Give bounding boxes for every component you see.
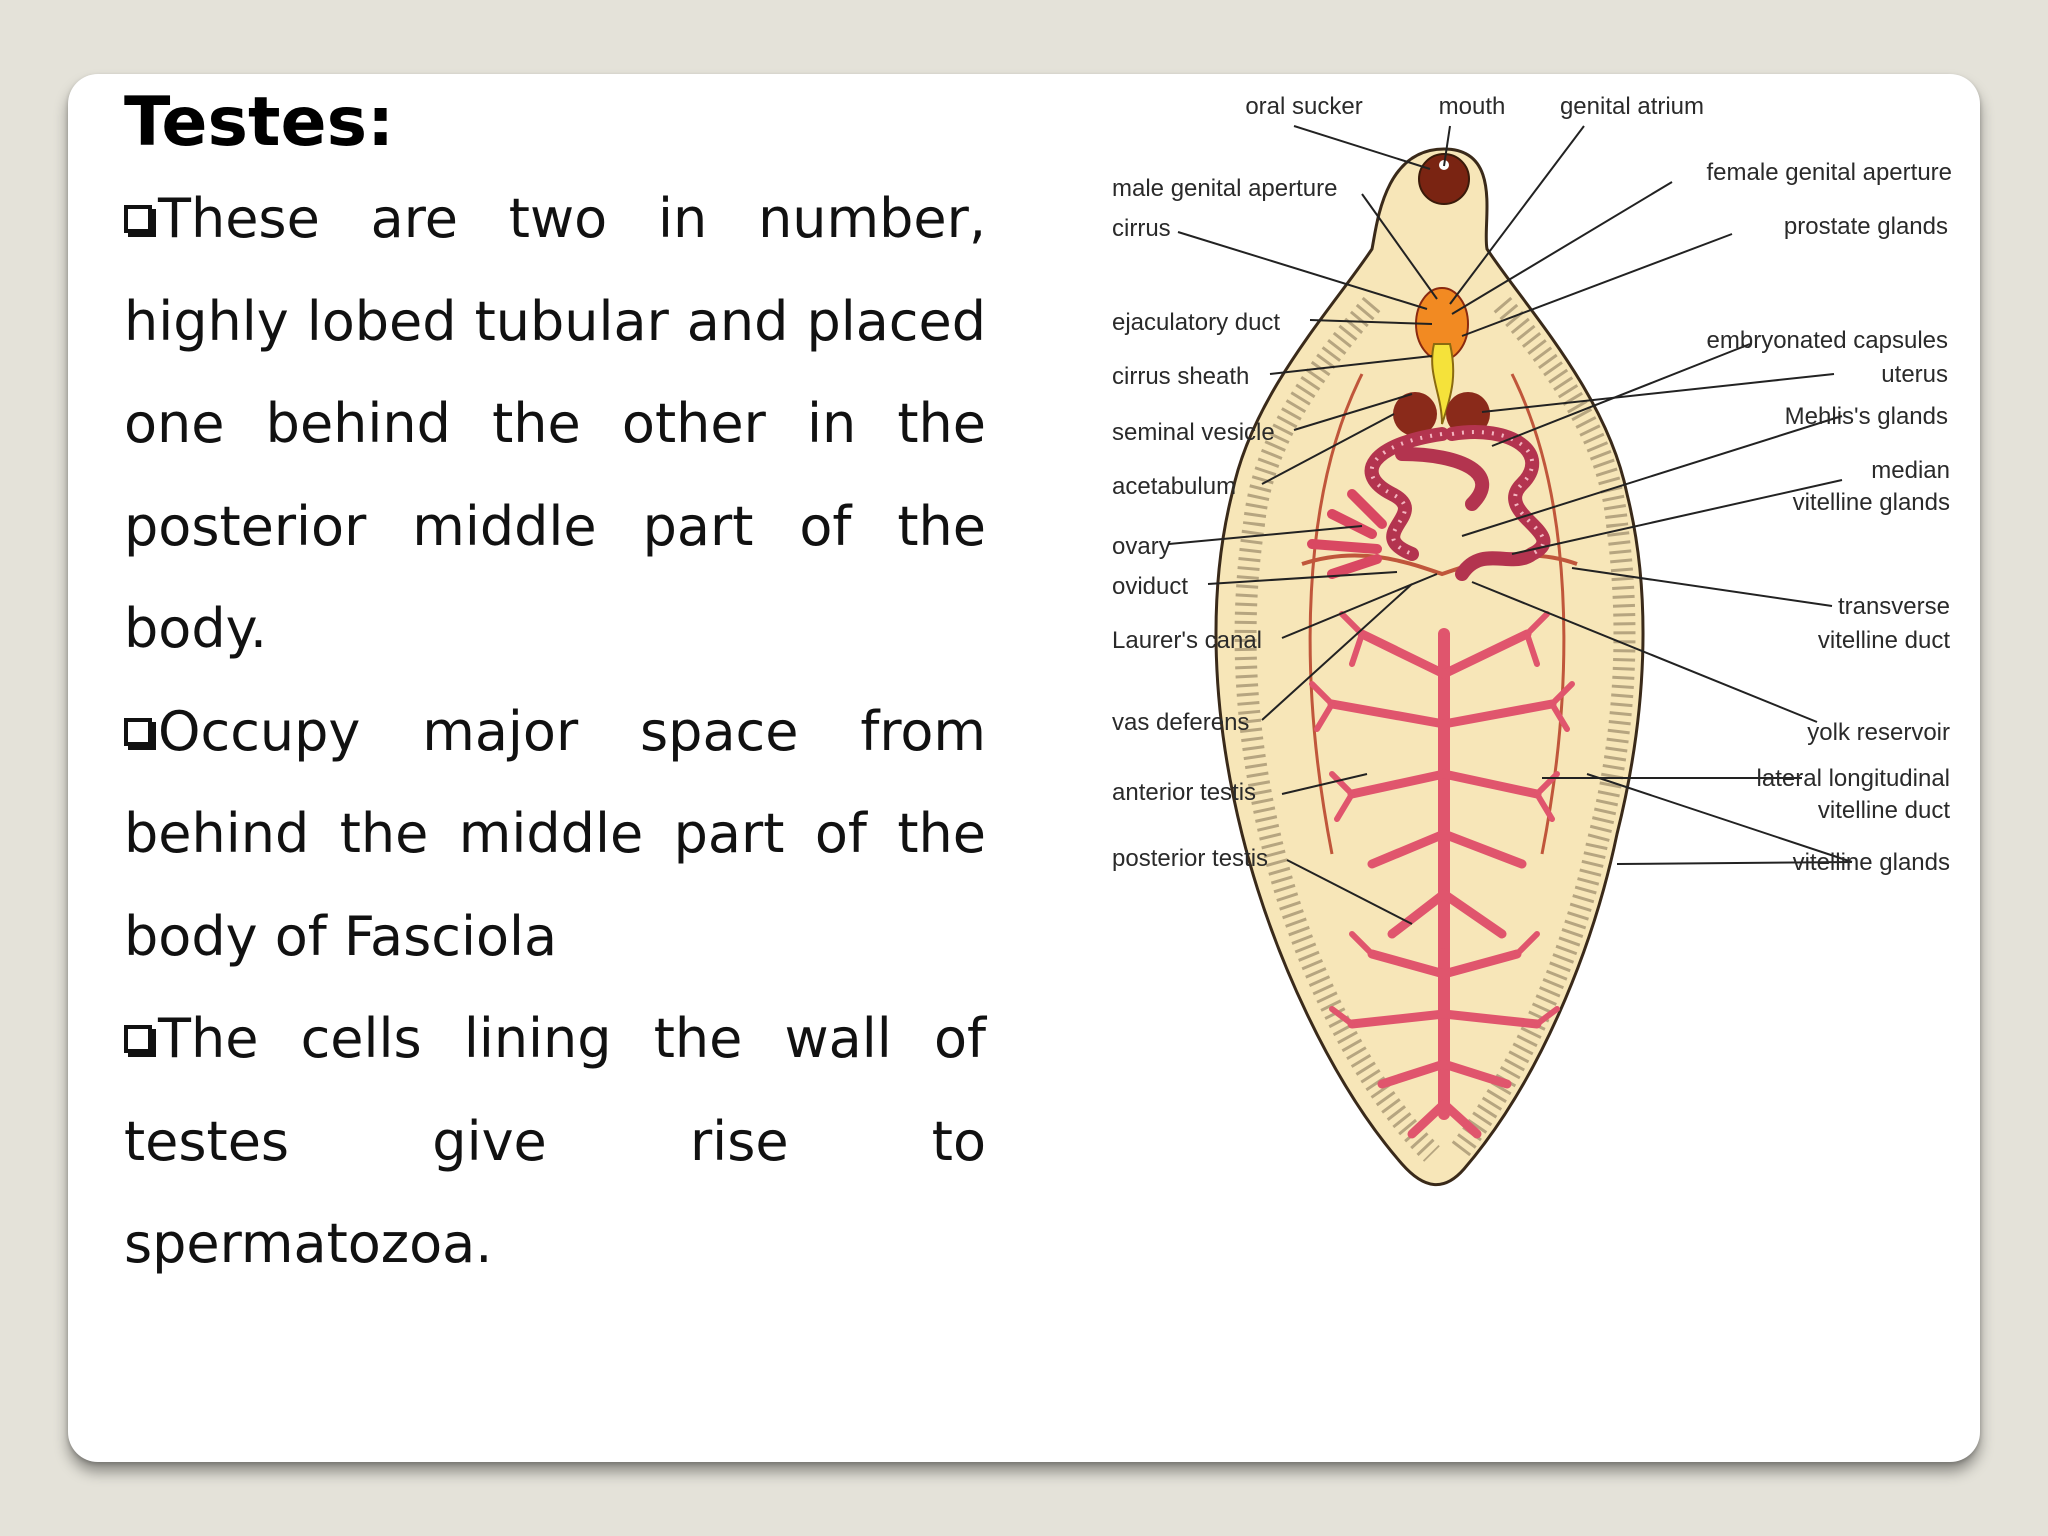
fasciola-anatomy-svg [1032, 74, 1980, 1264]
label-vitelline-glands: vitelline glands [1792, 849, 1950, 876]
label-oviduct: oviduct [1112, 573, 1189, 600]
checkbox-bullet-icon [124, 1025, 152, 1053]
bullet-point-2: Occupy major space from behind the middle part of the body of Fasciola [124, 699, 986, 968]
label-lateral-longitudinal: lateral longitudinal [1756, 765, 1950, 792]
bullet-list [124, 168, 986, 1296]
slide-card [68, 74, 1980, 1462]
label-oral-sucker: oral sucker [1245, 93, 1363, 120]
label-male-genital-aperture: male genital aperture [1112, 175, 1338, 202]
label-ovary: ovary [1112, 533, 1171, 560]
label-median-vitelline-glands: vitelline glands [1792, 489, 1950, 516]
label-transverse: transverse [1837, 593, 1950, 620]
label-lateral-vitelline-duct: vitelline duct [1817, 797, 1950, 824]
label-posterior-testis: posterior testis [1112, 845, 1269, 872]
label-vas-deferens: vas deferens [1112, 709, 1250, 736]
label-prostate-glands: prostate glands [1783, 213, 1948, 240]
label-laurers-canal: Laurer's canal [1112, 627, 1262, 654]
bullet-point-3: The cells lining the wall of testes give rise to spermatozoa. [124, 1007, 986, 1275]
label-cirrus: cirrus [1112, 215, 1171, 242]
label-genital-atrium: genital atrium [1559, 93, 1705, 120]
label-mouth: mouth [1438, 93, 1506, 120]
checkbox-bullet-icon [124, 205, 152, 233]
label-yolk-reservoir: yolk reservoir [1807, 719, 1950, 746]
label-median: median [1871, 457, 1950, 484]
label-mehlis-glands: Mehlis's glands [1784, 403, 1948, 430]
label-acetabulum: acetabulum [1112, 473, 1237, 500]
label-female-genital-aperture: female genital aperture [1706, 159, 1952, 186]
bullet-point-1: These are two in number, highly lobed tubular and placed one behind the other in the posterior middle part of the body. [124, 187, 986, 660]
label-seminal-vesicle: seminal vesicle [1112, 419, 1275, 446]
checkbox-bullet-icon [124, 718, 152, 746]
label-cirrus-sheath: cirrus sheath [1112, 363, 1250, 390]
label-transverse-vitelline-duct: vitelline duct [1817, 627, 1950, 654]
fasciola-diagram [1032, 74, 1980, 1264]
slide-title: Testes: [124, 83, 395, 162]
label-embryonated-capsules: embryonated capsules [1706, 327, 1948, 354]
label-uterus: uterus [1881, 361, 1948, 388]
label-ejaculatory-duct: ejaculatory duct [1112, 309, 1281, 336]
label-anterior-testis: anterior testis [1112, 779, 1257, 806]
